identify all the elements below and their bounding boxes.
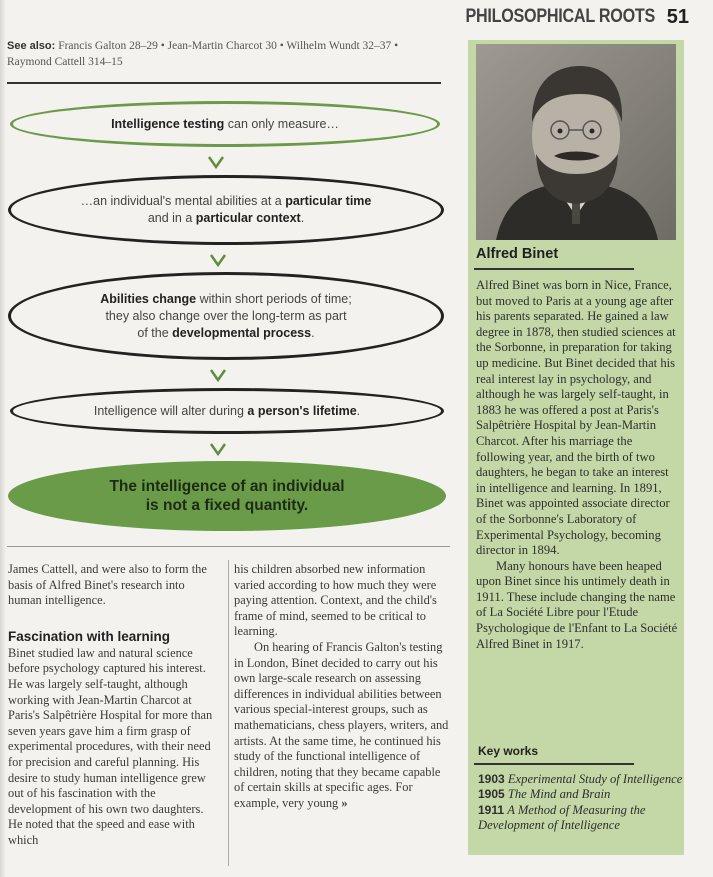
flow-step-3-bold-a: Abilities change: [100, 291, 197, 306]
binet-portrait: [476, 44, 676, 240]
key-work-item: [478, 787, 683, 802]
section-title: PHILOSOPHICAL ROOTS: [465, 6, 655, 27]
biography-paragraph-2: Many honours have been heaped upon Binet since his untimely death in 1911. These include changing the name of La Société Libre pour l'Etude Psychologique de l'Enfant to La Société Alfred Binet in 1917.: [476, 558, 678, 651]
down-arrow-icon: [208, 249, 228, 269]
flow-step-4-period: .: [356, 403, 361, 418]
flow-conclusion-line-2: is not a fixed quantity.: [145, 497, 309, 514]
key-work-title: Experimental Study of Intelligence: [507, 772, 683, 786]
section-heading: Fascination with learning: [8, 628, 171, 644]
flow-step-3-text-a: within short periods of time;: [196, 291, 352, 306]
flow-conclusion-line-1: The intelligence of an individual: [109, 478, 345, 495]
down-arrow-icon: [206, 151, 226, 171]
key-works-title: Key works: [478, 744, 539, 758]
down-arrow-icon: [208, 438, 228, 458]
flow-step-4: [10, 388, 444, 434]
biography-text: [476, 278, 681, 652]
flow-step-4-bold: a person's lifetime: [247, 403, 357, 418]
column-rule: [228, 560, 229, 866]
portrait-photo: [476, 44, 676, 240]
top-rule: [7, 82, 441, 84]
body-column-2: [234, 562, 452, 812]
flow-step-1-bold: Intelligence testing: [111, 116, 225, 131]
key-work-year: 1903: [478, 772, 505, 786]
flow-step-2-text-a: …an individual's mental abilities at a: [80, 194, 286, 208]
key-work-year: 1905: [478, 787, 505, 802]
flow-step-3-text-c: of the: [137, 325, 173, 340]
running-header: [444, 4, 689, 30]
flow-step-2-bold-b: particular context: [195, 211, 301, 225]
flow-step-3-period: .: [311, 325, 315, 340]
key-work-item: [478, 803, 683, 834]
key-work-title: A Method of Measuring the Development of Intelligence: [478, 802, 646, 833]
flow-conclusion: [8, 461, 446, 531]
see-also-label: See also:: [7, 40, 56, 52]
flow-step-3-bold-b: developmental process: [172, 325, 312, 340]
key-work-year: 1911: [478, 802, 505, 817]
col1-paragraph: Binet studied law and natural science before psychology captured his interest. He was largely self-taught, although working with Jean-Martin Charcot at Paris's Salpêtrière Hospital for more than seven years gave him a firm grasp of experimental procedures, with their need for precision and careful planning. His desire to study human intelligence grew out of his fascination with the development of his own two daughters. He noted that the speed and ease with which: [8, 645, 213, 847]
see-also-text: Francis Galton 28–29 • Jean-Martin Charcot 30 • Wilhelm Wundt 32–37 • Raymond Cattell 314–15: [7, 40, 399, 68]
key-work-title: The Mind and Brain: [507, 787, 611, 802]
flow-step-3: [8, 272, 444, 360]
key-work-item: [478, 772, 683, 787]
flow-step-1-text: can only measure…: [224, 116, 339, 131]
continue-mark: »: [341, 795, 348, 810]
col2-paragraph-2: On hearing of Francis Galton's testing in London, Binet decided to carry out his own large-scale research on assessing differences in individual abilities between various special-interest groups, such as mathematicians, chess players, writers, and artists. At the same time, he continued his study of the functional intelligence of children, noting that they became capable of certain skills at specific ages. For example, very young: [234, 639, 449, 810]
page-number: 51: [666, 5, 689, 28]
section-divider: [7, 546, 450, 547]
flow-step-1: [10, 101, 440, 147]
biography-paragraph-1: Alfred Binet was born in Nice, France, but moved to Paris at a young age after his parents separated. He gained a law degree in 1878, then studied sciences at the Sorbonne, in preparation for taking up medicine. But Binet decided that his real interest lay in psychology, and although he was largely self-taught, in 1883 he was offered a post at Paris's Salpêtrière Hospital by Jean-Martin Charcot. After his marriage the following year, and the birth of two daughters, he began to take an interest in intelligence and learning. In 1891, Binet was appointed associate director of the Sorbonne's Laboratory of Experimental Psychology, becoming director in 1894.: [476, 278, 676, 558]
flow-step-4-text: Intelligence will alter during: [93, 403, 248, 418]
see-also: [7, 38, 439, 70]
sidebar-title: Alfred Binet: [476, 246, 559, 262]
col1-intro: James Cattell, and were also to form the basis of Alfred Binet's research into human intelligence.: [8, 562, 207, 608]
key-works-rule: [474, 763, 634, 765]
body-column-1: [8, 562, 218, 849]
flow-step-2-period: .: [300, 211, 305, 225]
flow-step-2: [8, 175, 444, 245]
flow-step-3-text-b: they also change over the long-term as part: [105, 308, 347, 323]
flow-step-2-text-b: and in a: [147, 211, 196, 225]
key-works-list: [478, 772, 683, 834]
flow-step-2-bold-a: particular time: [285, 194, 372, 208]
page-binding-shadow: [0, 0, 6, 877]
sidebar-title-rule: [474, 268, 634, 270]
col2-paragraph-1: his children absorbed new information varied according to how much they were paying attention. Context, and the child's frame of mind, seemed to be critical to learning.: [234, 562, 437, 639]
down-arrow-icon: [208, 364, 228, 384]
